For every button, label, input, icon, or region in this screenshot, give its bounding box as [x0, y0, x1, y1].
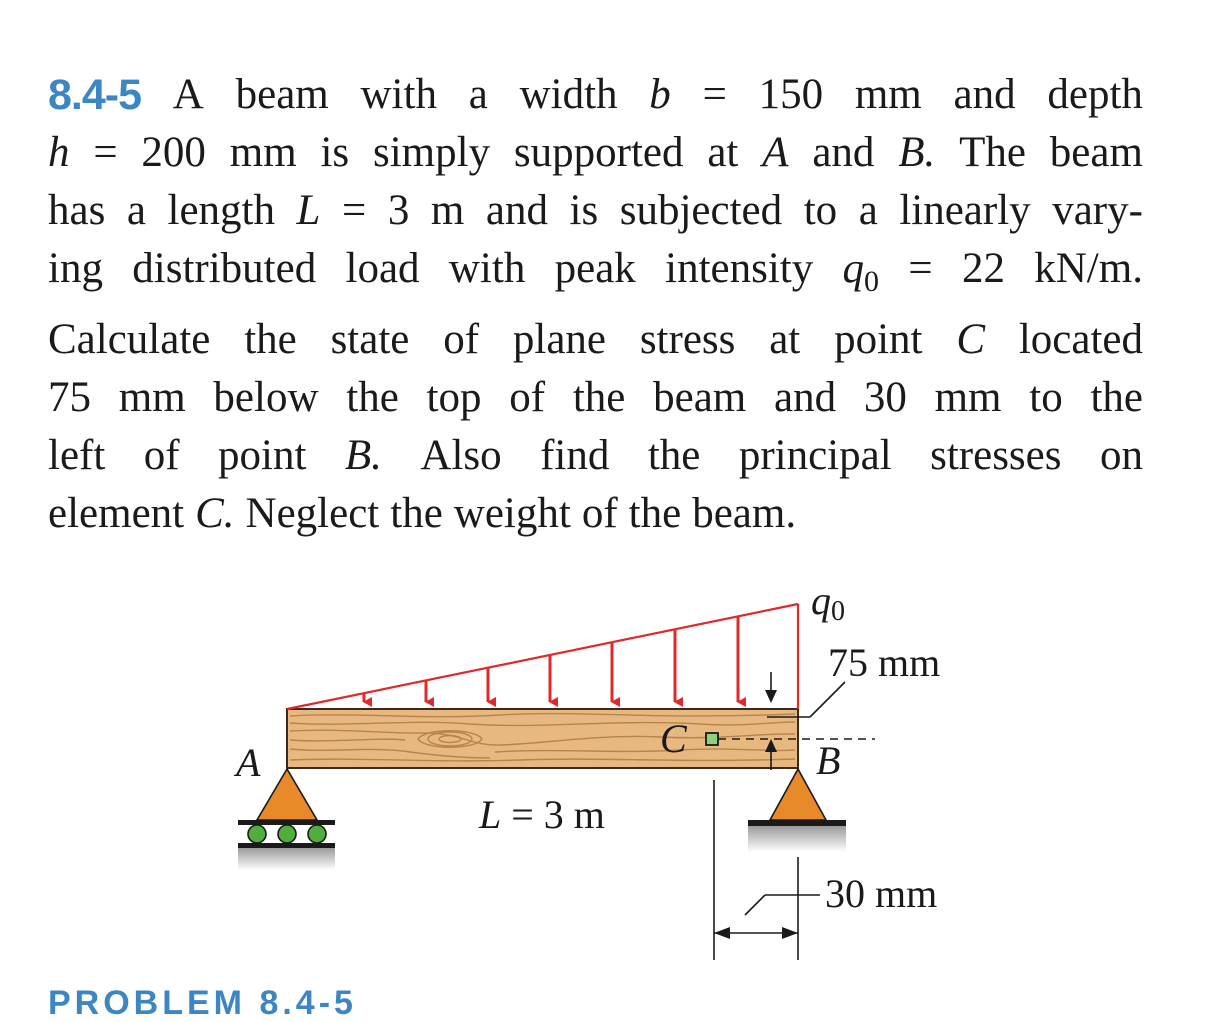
roller	[278, 825, 296, 843]
point-c-label: C	[660, 716, 687, 761]
support-a-triangle	[257, 769, 317, 820]
figure-caption: PROBLEM 8.4-5	[48, 984, 357, 1022]
word: 3	[387, 187, 410, 234]
word: mm	[934, 374, 1002, 421]
word: and	[774, 374, 837, 421]
word: A	[172, 71, 204, 118]
word: at	[707, 129, 739, 176]
distributed-load	[287, 604, 798, 709]
word: width	[519, 71, 618, 118]
word: a	[858, 187, 878, 234]
word: Also	[420, 432, 502, 479]
word: stresses	[930, 432, 1062, 479]
arrowhead	[714, 927, 730, 939]
word: with	[448, 245, 526, 292]
variable: C.	[195, 490, 235, 537]
word: beam	[235, 71, 329, 118]
word: and	[812, 129, 875, 176]
word: The	[959, 129, 1026, 176]
subscript: 0	[864, 265, 880, 298]
word: mm	[229, 129, 297, 176]
word: mm	[854, 71, 922, 118]
word: the	[647, 432, 701, 479]
word: below	[213, 374, 319, 421]
dim-75-label: 75 mm	[828, 640, 941, 685]
word: and	[485, 187, 548, 234]
word: =	[93, 129, 118, 176]
word: top	[426, 374, 482, 421]
word: beam	[653, 374, 747, 421]
word: principal	[738, 432, 892, 479]
word: 22	[961, 245, 1005, 292]
word: a	[126, 187, 146, 234]
word: point	[834, 316, 923, 363]
ground-line-a	[238, 843, 335, 848]
word: load	[345, 245, 420, 292]
word: element	[48, 490, 185, 537]
dim-30-leader	[745, 895, 765, 915]
word: find	[540, 432, 610, 479]
word: distributed	[132, 245, 317, 292]
word: to	[1029, 374, 1063, 421]
ground-a	[238, 848, 335, 870]
word: mm	[118, 374, 186, 421]
variable: q	[842, 245, 865, 292]
support-b-label: B	[816, 738, 841, 783]
word: Neglect	[245, 490, 380, 537]
support-a-label: A	[236, 740, 261, 785]
word: Calculate	[48, 316, 211, 363]
word: of	[443, 316, 480, 363]
element-c	[706, 733, 718, 745]
word: linearly	[899, 187, 1031, 234]
word: 200	[141, 129, 206, 176]
word: stress	[639, 316, 736, 363]
roller	[248, 825, 266, 843]
word: with	[360, 71, 437, 118]
word: is	[569, 187, 599, 234]
load-label: q0	[811, 578, 845, 627]
problem-number: 8.4-5	[48, 71, 142, 119]
word: kN/m.	[1034, 245, 1143, 292]
word: state	[330, 316, 410, 363]
word: beam	[1049, 129, 1143, 176]
word: of	[143, 432, 180, 479]
variable: b	[649, 71, 671, 118]
word: intensity	[665, 245, 814, 292]
word: beam.	[692, 490, 797, 537]
word: peak	[554, 245, 636, 292]
word: point	[218, 432, 307, 479]
word: 30	[863, 374, 907, 421]
word: 75	[48, 374, 91, 421]
word: of	[581, 490, 618, 537]
variable: A	[762, 129, 789, 176]
word: to	[803, 187, 838, 234]
word: a	[468, 71, 488, 118]
word: of	[509, 374, 546, 421]
word: the	[244, 316, 297, 363]
variable: B.	[898, 129, 936, 176]
word: left	[48, 432, 106, 479]
word: =	[908, 245, 933, 292]
variable: B.	[344, 432, 382, 479]
word: m	[430, 187, 465, 234]
word: simply	[373, 129, 491, 176]
roller	[308, 825, 326, 843]
ground-b	[748, 826, 846, 852]
dim-75-leader	[810, 682, 845, 717]
word: weight	[453, 490, 571, 537]
variable: h	[48, 129, 70, 176]
ground-line-b	[748, 820, 846, 826]
word: length	[167, 187, 275, 234]
word: =	[702, 71, 727, 118]
word: ing	[48, 245, 103, 292]
variable: C	[956, 316, 986, 363]
word: located	[1018, 316, 1143, 363]
word: the	[1090, 374, 1143, 421]
word: depth	[1047, 71, 1143, 118]
variable: L	[296, 187, 321, 234]
dim-30-label: 30 mm	[825, 871, 938, 916]
word: the	[390, 490, 443, 537]
word: the	[572, 374, 626, 421]
word: 150	[758, 71, 824, 118]
word: has	[48, 187, 106, 234]
word: plane	[512, 316, 606, 363]
word: is	[320, 129, 350, 176]
length-rest: = 3 m	[501, 792, 605, 837]
word: supported	[513, 129, 684, 176]
word: on	[1099, 432, 1143, 479]
word: at	[769, 316, 801, 363]
word: =	[342, 187, 367, 234]
arrowhead	[782, 927, 798, 939]
word: and	[953, 71, 1016, 118]
word: the	[346, 374, 399, 421]
word: vary-	[1052, 187, 1143, 234]
length-label	[478, 792, 605, 837]
length-symbol: L	[479, 792, 502, 837]
word: subjected	[619, 187, 783, 234]
arrowhead	[765, 690, 777, 703]
word: the	[628, 490, 682, 537]
